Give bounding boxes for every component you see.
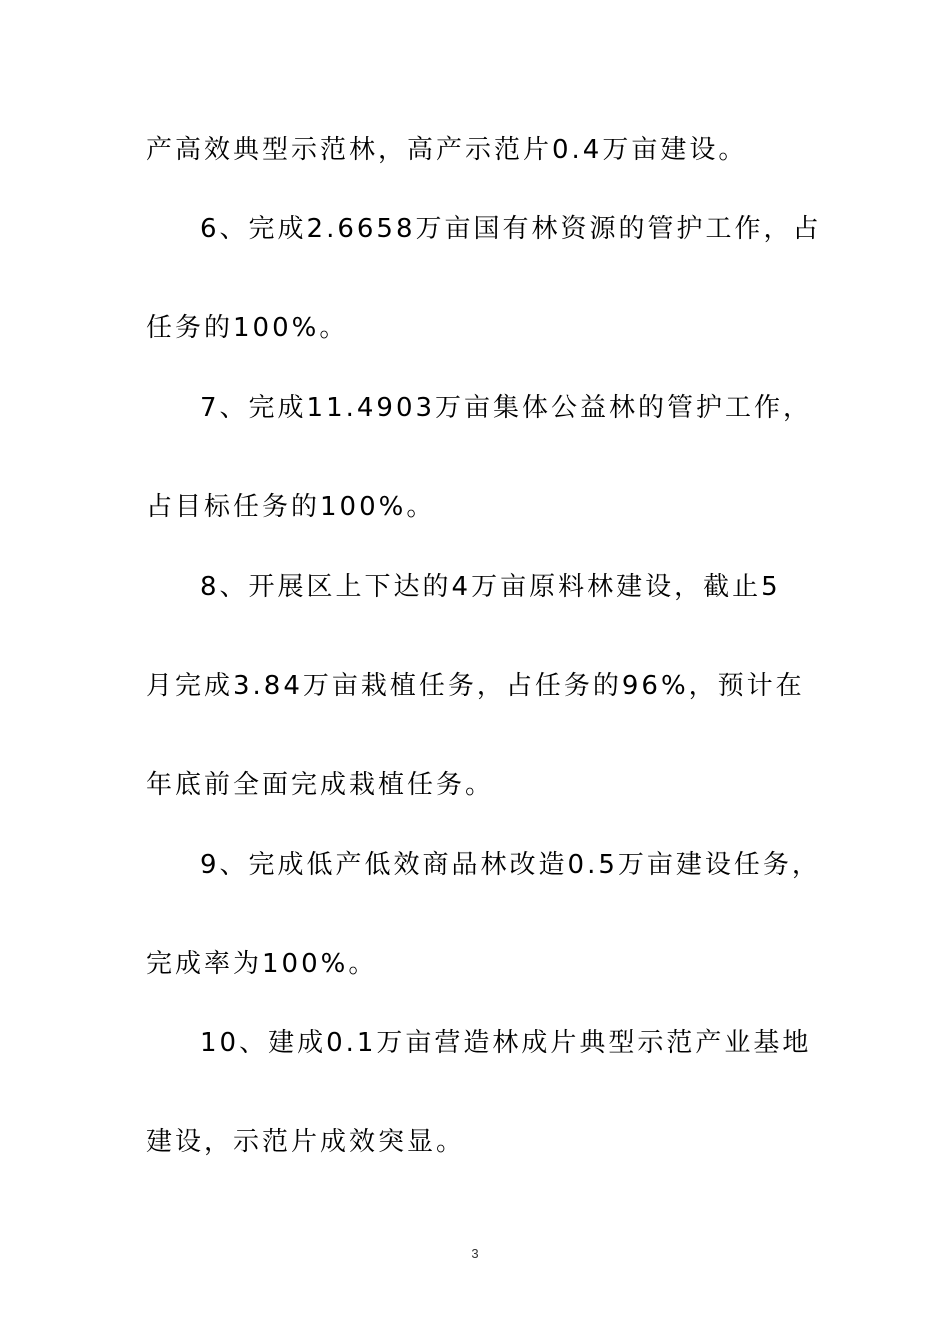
text-line-item-7-cont: 占目标任务的100%。 [146, 492, 436, 522]
text-line-item-9-cont: 完成率为100%。 [146, 949, 378, 979]
text-line-item-6-cont: 任务的100%。 [146, 313, 349, 343]
text-line-item-8-cont-1: 月完成3.84万亩栽植任务，占任务的96%，预计在 [146, 671, 805, 701]
text-line-item-6: 6、完成2.6658万亩国有林资源的管护工作，占 [200, 214, 822, 244]
text-line-item-8-cont-2: 年底前全面完成栽植任务。 [146, 770, 495, 800]
text-line-item-7: 7、完成11.4903万亩集体公益林的管护工作， [200, 393, 813, 423]
text-line-item-10: 10、建成0.1万亩营造林成片典型示范产业基地 [200, 1028, 812, 1058]
text-line-item-8: 8、开展区上下达的4万亩原料林建设，截止5 [200, 572, 781, 602]
text-line-item-9: 9、完成低产低效商品林改造0.5万亩建设任务， [200, 850, 821, 880]
text-line-1: 产高效典型示范林，高产示范片0.4万亩建设。 [146, 135, 748, 165]
page-number: 3 [471, 1246, 479, 1261]
text-line-item-10-cont: 建设，示范片成效突显。 [146, 1127, 466, 1157]
